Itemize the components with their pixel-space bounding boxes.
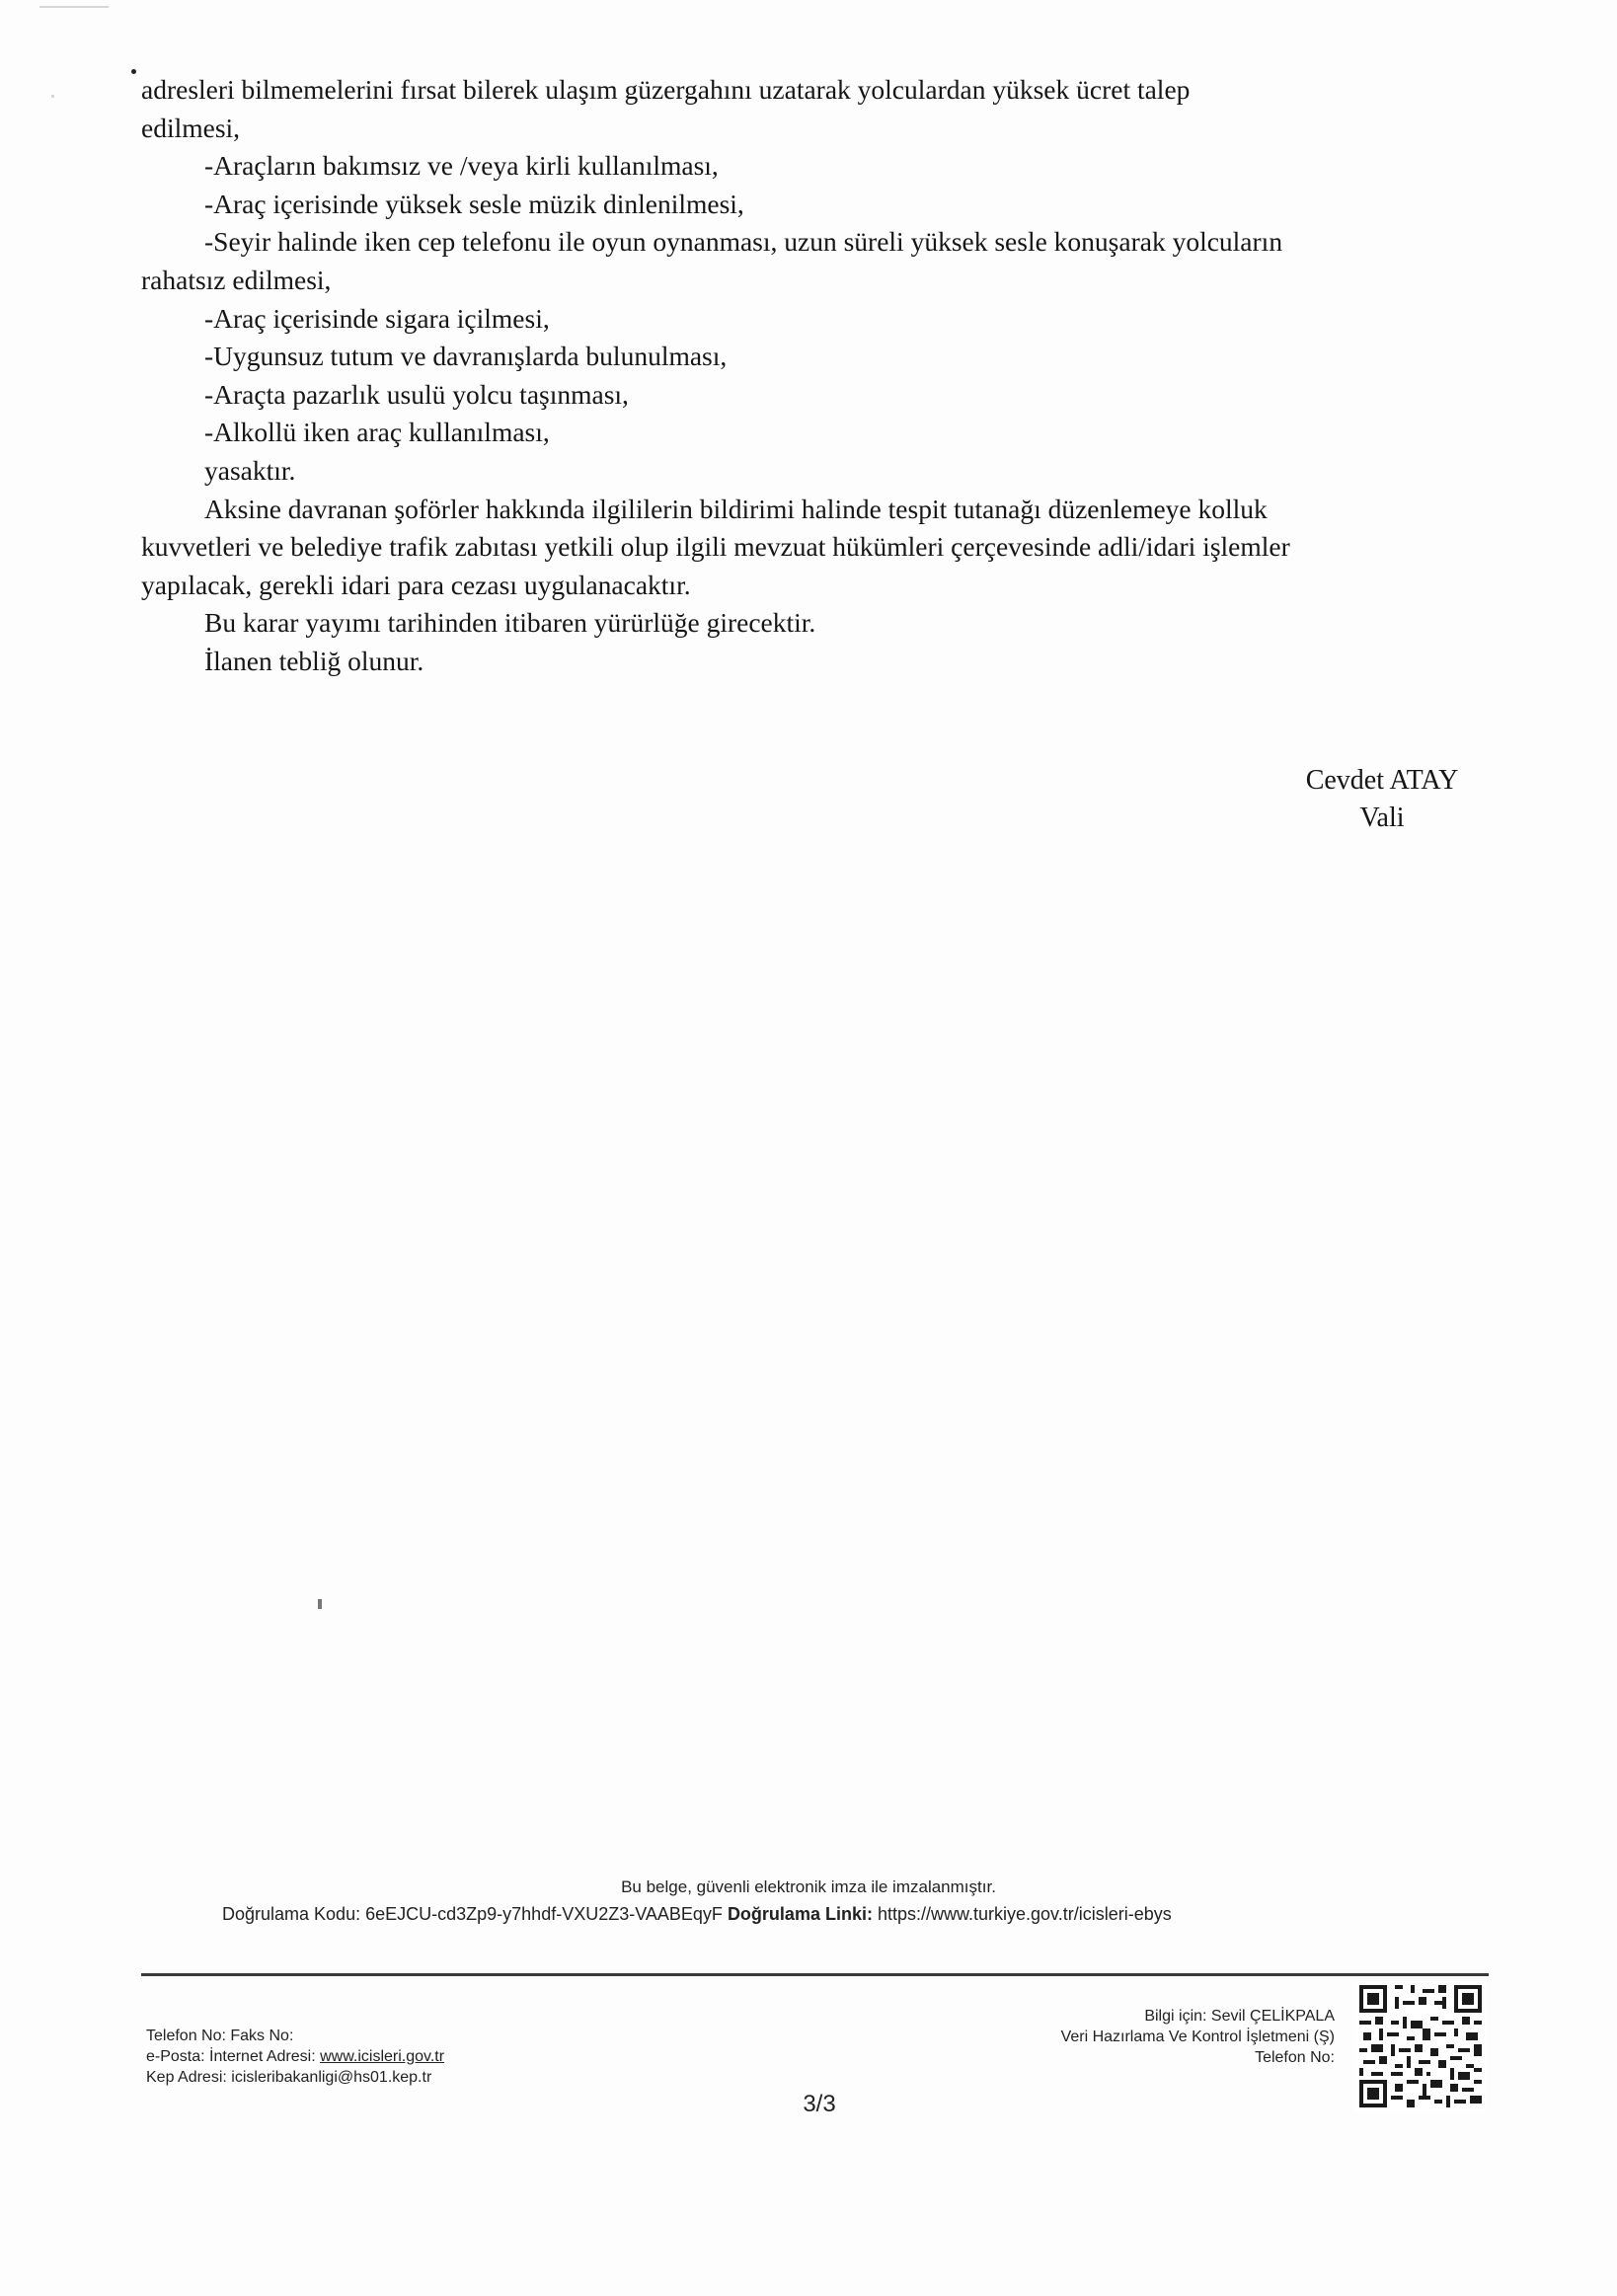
email-website-line — [146, 2046, 444, 2067]
body-line: kuvvetleri ve belediye trafik zabıtası yetkili olup ilgili mevzuat hükümleri çerçevesinde adli/idari işlemler — [141, 531, 1290, 563]
document-body — [141, 71, 1474, 681]
body-line: rahatsız edilmesi, — [141, 264, 332, 295]
body-line: yapılacak, gerekli idari para cezası uygulanacaktır. — [141, 569, 691, 600]
contact-phone: Telefon No: — [1255, 2049, 1335, 2066]
info-contact: Bilgi için: Sevil ÇELİKPALA — [1144, 2008, 1335, 2025]
body-line: adresleri bilmemelerini fırsat bilerek ulaşım güzergahını uzatarak yolculardan yüksek ücret talep — [141, 74, 1191, 105]
page-number: 3/3 — [803, 2091, 836, 2117]
verification-code: 6eEJCU-cd3Zp9-y7hhdf-VXU2Z3-VAABEqyF — [365, 1904, 723, 1924]
prohibition-item: -Araçta pazarlık usulü yolcu taşınması, — [204, 378, 629, 410]
scan-speck — [318, 1599, 322, 1609]
prohibition-item: -Araç içerisinde sigara içilmesi, — [204, 302, 550, 334]
footer-contact-right — [1061, 2006, 1335, 2068]
email-label: e-Posta: İnternet Adresi: — [146, 2048, 316, 2065]
body-line: Bu karar yayımı tarihinden itibaren yürürlüğe girecektir. — [204, 607, 816, 639]
body-line: edilmesi, — [141, 112, 241, 143]
phone-fax: Telefon No: Faks No: — [146, 2028, 294, 2044]
signatory-title: Vali — [1359, 803, 1405, 833]
prohibition-item: -Araç içerisinde yüksek sesle müzik dinlenilmesi, — [204, 188, 744, 219]
esign-note: Bu belge, güvenli elektronik imza ile imzalanmıştır. — [621, 1877, 996, 1896]
prohibition-item: -Uygunsuz tutum ve davranışlarda bulunulması, — [204, 341, 728, 372]
verification-line — [222, 1904, 1172, 1925]
signatory-name: Cevdet ATAY — [1305, 765, 1459, 796]
department: Veri Hazırlama Ve Kontrol İşletmeni (Ş) — [1060, 2028, 1335, 2045]
footer-divider — [141, 1973, 1489, 1976]
prohibition-item: -Araçların bakımsız ve /veya kirli kullanılması, — [204, 150, 719, 182]
body-line: yasaktır. — [204, 454, 296, 486]
qr-code-icon[interactable] — [1355, 1981, 1486, 2111]
verification-link-label: Doğrulama Linki: — [727, 1904, 873, 1924]
body-line: Aksine davranan şoförler hakkında ilgililerin bildirimi halinde tespit tutanağı düzenlemeye kolluk — [204, 493, 1268, 524]
scan-speck — [51, 95, 54, 98]
footer-contact-left — [146, 2026, 444, 2088]
verification-code-label: Doğrulama Kodu: — [222, 1904, 361, 1924]
kep-address: Kep Adresi: icisleribakanligi@hs01.kep.tr — [146, 2069, 432, 2086]
body-line: İlanen tebliğ olunur. — [204, 645, 424, 676]
prohibition-item: -Seyir halinde iken cep telefonu ile oyun oynanması, uzun süreli yüksek sesle konuşarak yolcuların — [204, 226, 1283, 258]
verification-link[interactable]: https://www.turkiye.gov.tr/icisleri-ebys — [877, 1904, 1172, 1924]
website-link[interactable]: www.icisleri.gov.tr — [320, 2048, 445, 2065]
signature-block — [1224, 762, 1540, 837]
scan-dot — [131, 69, 136, 74]
scan-smudge — [39, 6, 109, 8]
prohibition-item: -Alkollü iken araç kullanılması, — [204, 417, 550, 448]
